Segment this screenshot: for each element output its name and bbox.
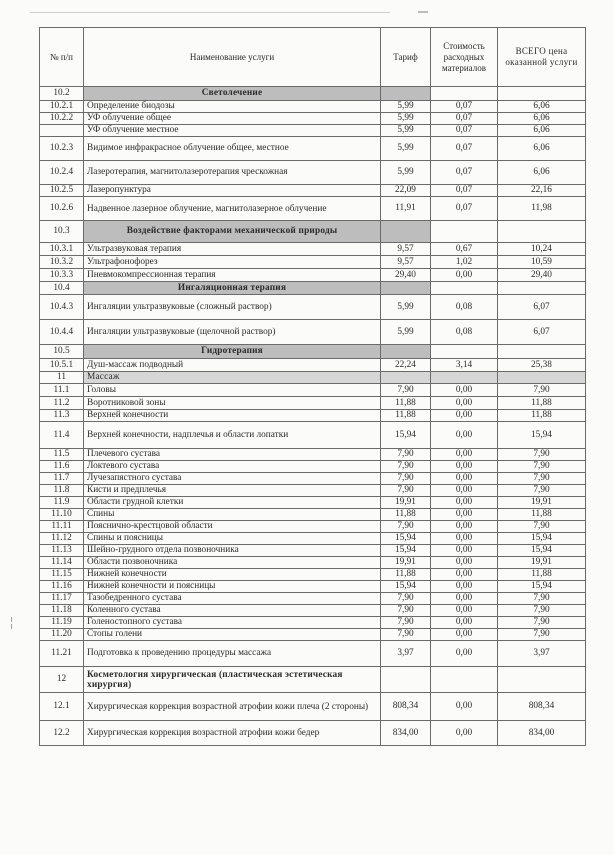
empty-cell <box>498 282 586 295</box>
service-number: 11.9 <box>40 497 84 509</box>
table-row <box>40 721 586 746</box>
materials-value: 0,07 <box>431 161 498 185</box>
materials-value: 0,67 <box>431 243 498 256</box>
table-row <box>40 243 586 256</box>
total-value: 7,90 <box>498 473 586 485</box>
table-row <box>40 617 586 629</box>
total-value: 7,90 <box>498 605 586 617</box>
table-row <box>40 185 586 197</box>
margin-mark: ╎ <box>8 616 16 630</box>
table-row <box>40 473 586 485</box>
header-total: ВСЕГО цена оказанной услуги <box>498 28 586 87</box>
header-row <box>40 28 586 87</box>
total-value: 7,90 <box>498 617 586 629</box>
materials-value: 0,00 <box>431 461 498 473</box>
tariff-value: 11,88 <box>381 397 431 410</box>
service-name: УФ облучение местное <box>84 125 381 137</box>
section-row <box>40 345 586 359</box>
empty-cell <box>381 345 431 359</box>
service-name: Лазеропунктура <box>84 185 381 197</box>
section-row <box>40 221 586 243</box>
empty-cell <box>381 667 431 693</box>
service-name: Видимое инфракрасное облучение общее, местное <box>84 137 381 161</box>
table-row <box>40 161 586 185</box>
table-row <box>40 545 586 557</box>
service-number: 11.3 <box>40 410 84 422</box>
section-title: Светолечение <box>84 87 381 101</box>
table-row <box>40 509 586 521</box>
table-body <box>40 87 586 746</box>
service-number: 11.11 <box>40 521 84 533</box>
tariff-value: 7,90 <box>381 384 431 397</box>
total-value: 11,88 <box>498 509 586 521</box>
tariff-value: 7,90 <box>381 617 431 629</box>
tariff-value: 9,57 <box>381 256 431 269</box>
tariff-value: 7,90 <box>381 605 431 617</box>
service-number: 11.5 <box>40 449 84 461</box>
service-number: 11.8 <box>40 485 84 497</box>
empty-cell <box>498 87 586 101</box>
materials-value: 0,00 <box>431 617 498 629</box>
tariff-value: 15,94 <box>381 422 431 449</box>
service-number: 11.13 <box>40 545 84 557</box>
empty-cell <box>431 372 498 384</box>
service-name: Нижней конечности <box>84 569 381 581</box>
materials-value: 0,00 <box>431 521 498 533</box>
materials-value: 0,00 <box>431 557 498 569</box>
service-number: 11.1 <box>40 384 84 397</box>
materials-value: 0,07 <box>431 125 498 137</box>
table-row <box>40 461 586 473</box>
header-tariff: Тариф <box>381 28 431 87</box>
tariff-value: 5,99 <box>381 137 431 161</box>
service-number: 11.19 <box>40 617 84 629</box>
total-value: 6,07 <box>498 320 586 345</box>
service-number: 10.2.3 <box>40 137 84 161</box>
materials-value: 0,00 <box>431 629 498 641</box>
total-value: 7,90 <box>498 485 586 497</box>
total-value: 10,59 <box>498 256 586 269</box>
empty-cell <box>431 282 498 295</box>
service-name: Голеностопного сустава <box>84 617 381 629</box>
table-row <box>40 256 586 269</box>
tariff-value: 5,99 <box>381 113 431 125</box>
service-name: Ультрафонофорез <box>84 256 381 269</box>
service-number: 10.3.3 <box>40 269 84 282</box>
service-name: Верхней конечности <box>84 410 381 422</box>
service-number: 11.21 <box>40 641 84 667</box>
materials-value: 0,08 <box>431 320 498 345</box>
materials-value: 0,00 <box>431 384 498 397</box>
service-number: 12.1 <box>40 693 84 721</box>
service-name: Хирургическая коррекция возрастной атрофии кожи плеча (2 стороны) <box>84 693 381 721</box>
materials-value: 0,00 <box>431 641 498 667</box>
service-name: Ингаляции ультразвуковые (сложный раствор) <box>84 295 381 320</box>
tariff-value: 19,91 <box>381 497 431 509</box>
materials-value: 0,00 <box>431 693 498 721</box>
tariff-value: 7,90 <box>381 629 431 641</box>
service-name: Плечевого сустава <box>84 449 381 461</box>
tariff-value: 11,88 <box>381 410 431 422</box>
table-row <box>40 693 586 721</box>
total-value: 11,88 <box>498 569 586 581</box>
total-value: 15,94 <box>498 545 586 557</box>
tariff-value: 7,90 <box>381 521 431 533</box>
table-row <box>40 449 586 461</box>
service-name: Головы <box>84 384 381 397</box>
tariff-value: 7,90 <box>381 593 431 605</box>
service-number: 10.4.3 <box>40 295 84 320</box>
section-row <box>40 282 586 295</box>
header-materials: Стоимость расходных материалов <box>431 28 498 87</box>
materials-value: 0,00 <box>431 581 498 593</box>
tariff-value: 5,99 <box>381 161 431 185</box>
empty-cell <box>498 221 586 243</box>
total-value: 19,91 <box>498 557 586 569</box>
service-name: Нижней конечности и поясницы <box>84 581 381 593</box>
table-row <box>40 384 586 397</box>
table-row <box>40 533 586 545</box>
service-name: Спины <box>84 509 381 521</box>
total-value: 7,90 <box>498 384 586 397</box>
table-row <box>40 269 586 282</box>
tariff-value: 9,57 <box>381 243 431 256</box>
table-row <box>40 557 586 569</box>
materials-value: 0,00 <box>431 721 498 746</box>
total-value: 3,97 <box>498 641 586 667</box>
materials-value: 1,02 <box>431 256 498 269</box>
materials-value: 0,07 <box>431 137 498 161</box>
table-row <box>40 569 586 581</box>
total-value: 7,90 <box>498 593 586 605</box>
materials-value: 0,07 <box>431 101 498 113</box>
service-name: Пневмокомпрессионная терапия <box>84 269 381 282</box>
empty-cell <box>498 345 586 359</box>
service-name: Ультразвуковая терапия <box>84 243 381 256</box>
materials-value: 0,07 <box>431 185 498 197</box>
empty-cell <box>431 345 498 359</box>
total-value: 11,88 <box>498 410 586 422</box>
service-name: Ингаляции ультразвуковые (щелочной раствор) <box>84 320 381 345</box>
service-number: 11.10 <box>40 509 84 521</box>
table-row <box>40 497 586 509</box>
materials-value: 0,00 <box>431 269 498 282</box>
tariff-value: 808,34 <box>381 693 431 721</box>
materials-value: 0,00 <box>431 593 498 605</box>
tariff-value: 11,91 <box>381 197 431 221</box>
service-name: Лучезапястного сустава <box>84 473 381 485</box>
service-number: 11.16 <box>40 581 84 593</box>
table-row <box>40 359 586 372</box>
service-name: Области грудной клетки <box>84 497 381 509</box>
service-name: Стопы голени <box>84 629 381 641</box>
service-number: 11.14 <box>40 557 84 569</box>
service-number: 11.4 <box>40 422 84 449</box>
section-title: Массаж <box>84 372 381 384</box>
service-number: 12.2 <box>40 721 84 746</box>
section-number: 10.3 <box>40 221 84 243</box>
service-number: 11.12 <box>40 533 84 545</box>
service-name: Тазобедренного сустава <box>84 593 381 605</box>
tariff-value: 22,09 <box>381 185 431 197</box>
tariff-value: 11,88 <box>381 509 431 521</box>
total-value: 7,90 <box>498 629 586 641</box>
total-value: 7,90 <box>498 521 586 533</box>
service-number: 10.2.6 <box>40 197 84 221</box>
tariff-value: 5,99 <box>381 101 431 113</box>
service-name: Верхней конечности, надплечья и области лопатки <box>84 422 381 449</box>
tariff-value: 5,99 <box>381 320 431 345</box>
total-value: 6,06 <box>498 101 586 113</box>
tariff-value: 834,00 <box>381 721 431 746</box>
service-number: 11.6 <box>40 461 84 473</box>
service-name: Определение биодозы <box>84 101 381 113</box>
table-row <box>40 521 586 533</box>
service-name: Душ-массаж подводный <box>84 359 381 372</box>
tariff-value: 7,90 <box>381 485 431 497</box>
empty-cell <box>381 372 431 384</box>
service-number: 10.4.4 <box>40 320 84 345</box>
total-value: 10,24 <box>498 243 586 256</box>
total-value: 7,90 <box>498 449 586 461</box>
tariff-value: 29,40 <box>381 269 431 282</box>
table-row <box>40 197 586 221</box>
materials-value: 0,00 <box>431 545 498 557</box>
price-table <box>39 27 586 746</box>
total-value: 15,94 <box>498 533 586 545</box>
empty-cell <box>381 221 431 243</box>
empty-cell <box>498 372 586 384</box>
total-value: 6,06 <box>498 137 586 161</box>
tariff-value: 15,94 <box>381 533 431 545</box>
empty-cell <box>431 221 498 243</box>
tariff-value: 7,90 <box>381 461 431 473</box>
top-rule <box>30 12 390 13</box>
service-name: Хирургическая коррекция возрастной атрофии кожи бедер <box>84 721 381 746</box>
empty-cell <box>431 667 498 693</box>
section-row <box>40 667 586 693</box>
total-value: 19,91 <box>498 497 586 509</box>
section-number: 10.5 <box>40 345 84 359</box>
table-row <box>40 641 586 667</box>
empty-cell <box>381 87 431 101</box>
service-number: 11.18 <box>40 605 84 617</box>
materials-value: 0,00 <box>431 605 498 617</box>
service-number: 11.15 <box>40 569 84 581</box>
materials-value: 0,08 <box>431 295 498 320</box>
materials-value: 0,00 <box>431 497 498 509</box>
service-name: Кисти и предплечья <box>84 485 381 497</box>
table-row <box>40 125 586 137</box>
total-value: 11,88 <box>498 397 586 410</box>
table-row <box>40 101 586 113</box>
service-name: Локтевого сустава <box>84 461 381 473</box>
tariff-value: 7,90 <box>381 473 431 485</box>
service-name: Пояснично-крестцовой области <box>84 521 381 533</box>
tariff-value: 15,94 <box>381 581 431 593</box>
table-row <box>40 113 586 125</box>
table-row <box>40 410 586 422</box>
total-value: 6,06 <box>498 161 586 185</box>
total-value: 22,16 <box>498 185 586 197</box>
section-number: 10.4 <box>40 282 84 295</box>
total-value: 15,94 <box>498 422 586 449</box>
tariff-value: 22,24 <box>381 359 431 372</box>
service-number: 10.3.2 <box>40 256 84 269</box>
total-value: 15,94 <box>498 581 586 593</box>
table-row <box>40 397 586 410</box>
total-value: 11,98 <box>498 197 586 221</box>
service-name: Шейно-грудного отдела позвоночника <box>84 545 381 557</box>
service-number: 11.2 <box>40 397 84 410</box>
materials-value: 0,00 <box>431 533 498 545</box>
service-name: Воротниковой зоны <box>84 397 381 410</box>
total-value: 808,34 <box>498 693 586 721</box>
service-number: 10.2.1 <box>40 101 84 113</box>
materials-value: 0,00 <box>431 509 498 521</box>
header-name: Наименование услуги <box>84 28 381 87</box>
table-row <box>40 593 586 605</box>
total-value: 29,40 <box>498 269 586 282</box>
materials-value: 0,00 <box>431 449 498 461</box>
total-value: 25,38 <box>498 359 586 372</box>
section-number: 12 <box>40 667 84 693</box>
service-number: 11.7 <box>40 473 84 485</box>
materials-value: 0,07 <box>431 113 498 125</box>
tariff-value: 11,88 <box>381 569 431 581</box>
service-number: 10.2.5 <box>40 185 84 197</box>
materials-value: 0,00 <box>431 485 498 497</box>
service-number: 10.2.4 <box>40 161 84 185</box>
table-row <box>40 485 586 497</box>
section-title: Косметология хирургическая (пластическая эстетическая хирургия) <box>84 667 381 693</box>
table-row <box>40 137 586 161</box>
materials-value: 0,00 <box>431 422 498 449</box>
service-number <box>40 125 84 137</box>
materials-value: 0,00 <box>431 569 498 581</box>
section-title: Воздействие факторами механической природы <box>84 221 381 243</box>
service-name: Спины и поясницы <box>84 533 381 545</box>
table-row <box>40 295 586 320</box>
section-number: 11 <box>40 372 84 384</box>
service-number: 11.20 <box>40 629 84 641</box>
service-number: 10.2.2 <box>40 113 84 125</box>
total-value: 6,06 <box>498 125 586 137</box>
service-name: Области позвоночника <box>84 557 381 569</box>
empty-cell <box>498 667 586 693</box>
table-row <box>40 320 586 345</box>
service-number: 10.5.1 <box>40 359 84 372</box>
empty-cell <box>381 282 431 295</box>
total-value: 6,07 <box>498 295 586 320</box>
materials-value: 0,00 <box>431 473 498 485</box>
section-row <box>40 87 586 101</box>
materials-value: 0,00 <box>431 397 498 410</box>
table-row <box>40 422 586 449</box>
total-value: 7,90 <box>498 461 586 473</box>
section-row <box>40 372 586 384</box>
empty-cell <box>431 87 498 101</box>
section-title: Ингаляционная терапия <box>84 282 381 295</box>
section-title: Гидротерапия <box>84 345 381 359</box>
materials-value: 3,14 <box>431 359 498 372</box>
total-value: 6,06 <box>498 113 586 125</box>
top-tick <box>418 11 428 13</box>
table-row <box>40 629 586 641</box>
service-name: Подготовка к проведению процедуры массажа <box>84 641 381 667</box>
service-number: 11.17 <box>40 593 84 605</box>
materials-value: 0,07 <box>431 197 498 221</box>
service-name: Лазеротерапия, магнитолазеротерапия чрескожная <box>84 161 381 185</box>
service-number: 10.3.1 <box>40 243 84 256</box>
tariff-value: 5,99 <box>381 295 431 320</box>
tariff-value: 19,91 <box>381 557 431 569</box>
service-name: УФ облучение общее <box>84 113 381 125</box>
table-row <box>40 581 586 593</box>
materials-value: 0,00 <box>431 410 498 422</box>
total-value: 834,00 <box>498 721 586 746</box>
service-name: Коленного сустава <box>84 605 381 617</box>
tariff-value: 15,94 <box>381 545 431 557</box>
tariff-value: 3,97 <box>381 641 431 667</box>
tariff-value: 7,90 <box>381 449 431 461</box>
header-num: № п/п <box>40 28 84 87</box>
tariff-value: 5,99 <box>381 125 431 137</box>
section-number: 10.2 <box>40 87 84 101</box>
table-row <box>40 605 586 617</box>
service-name: Надвенное лазерное облучение, магнитолазерное облучение <box>84 197 381 221</box>
